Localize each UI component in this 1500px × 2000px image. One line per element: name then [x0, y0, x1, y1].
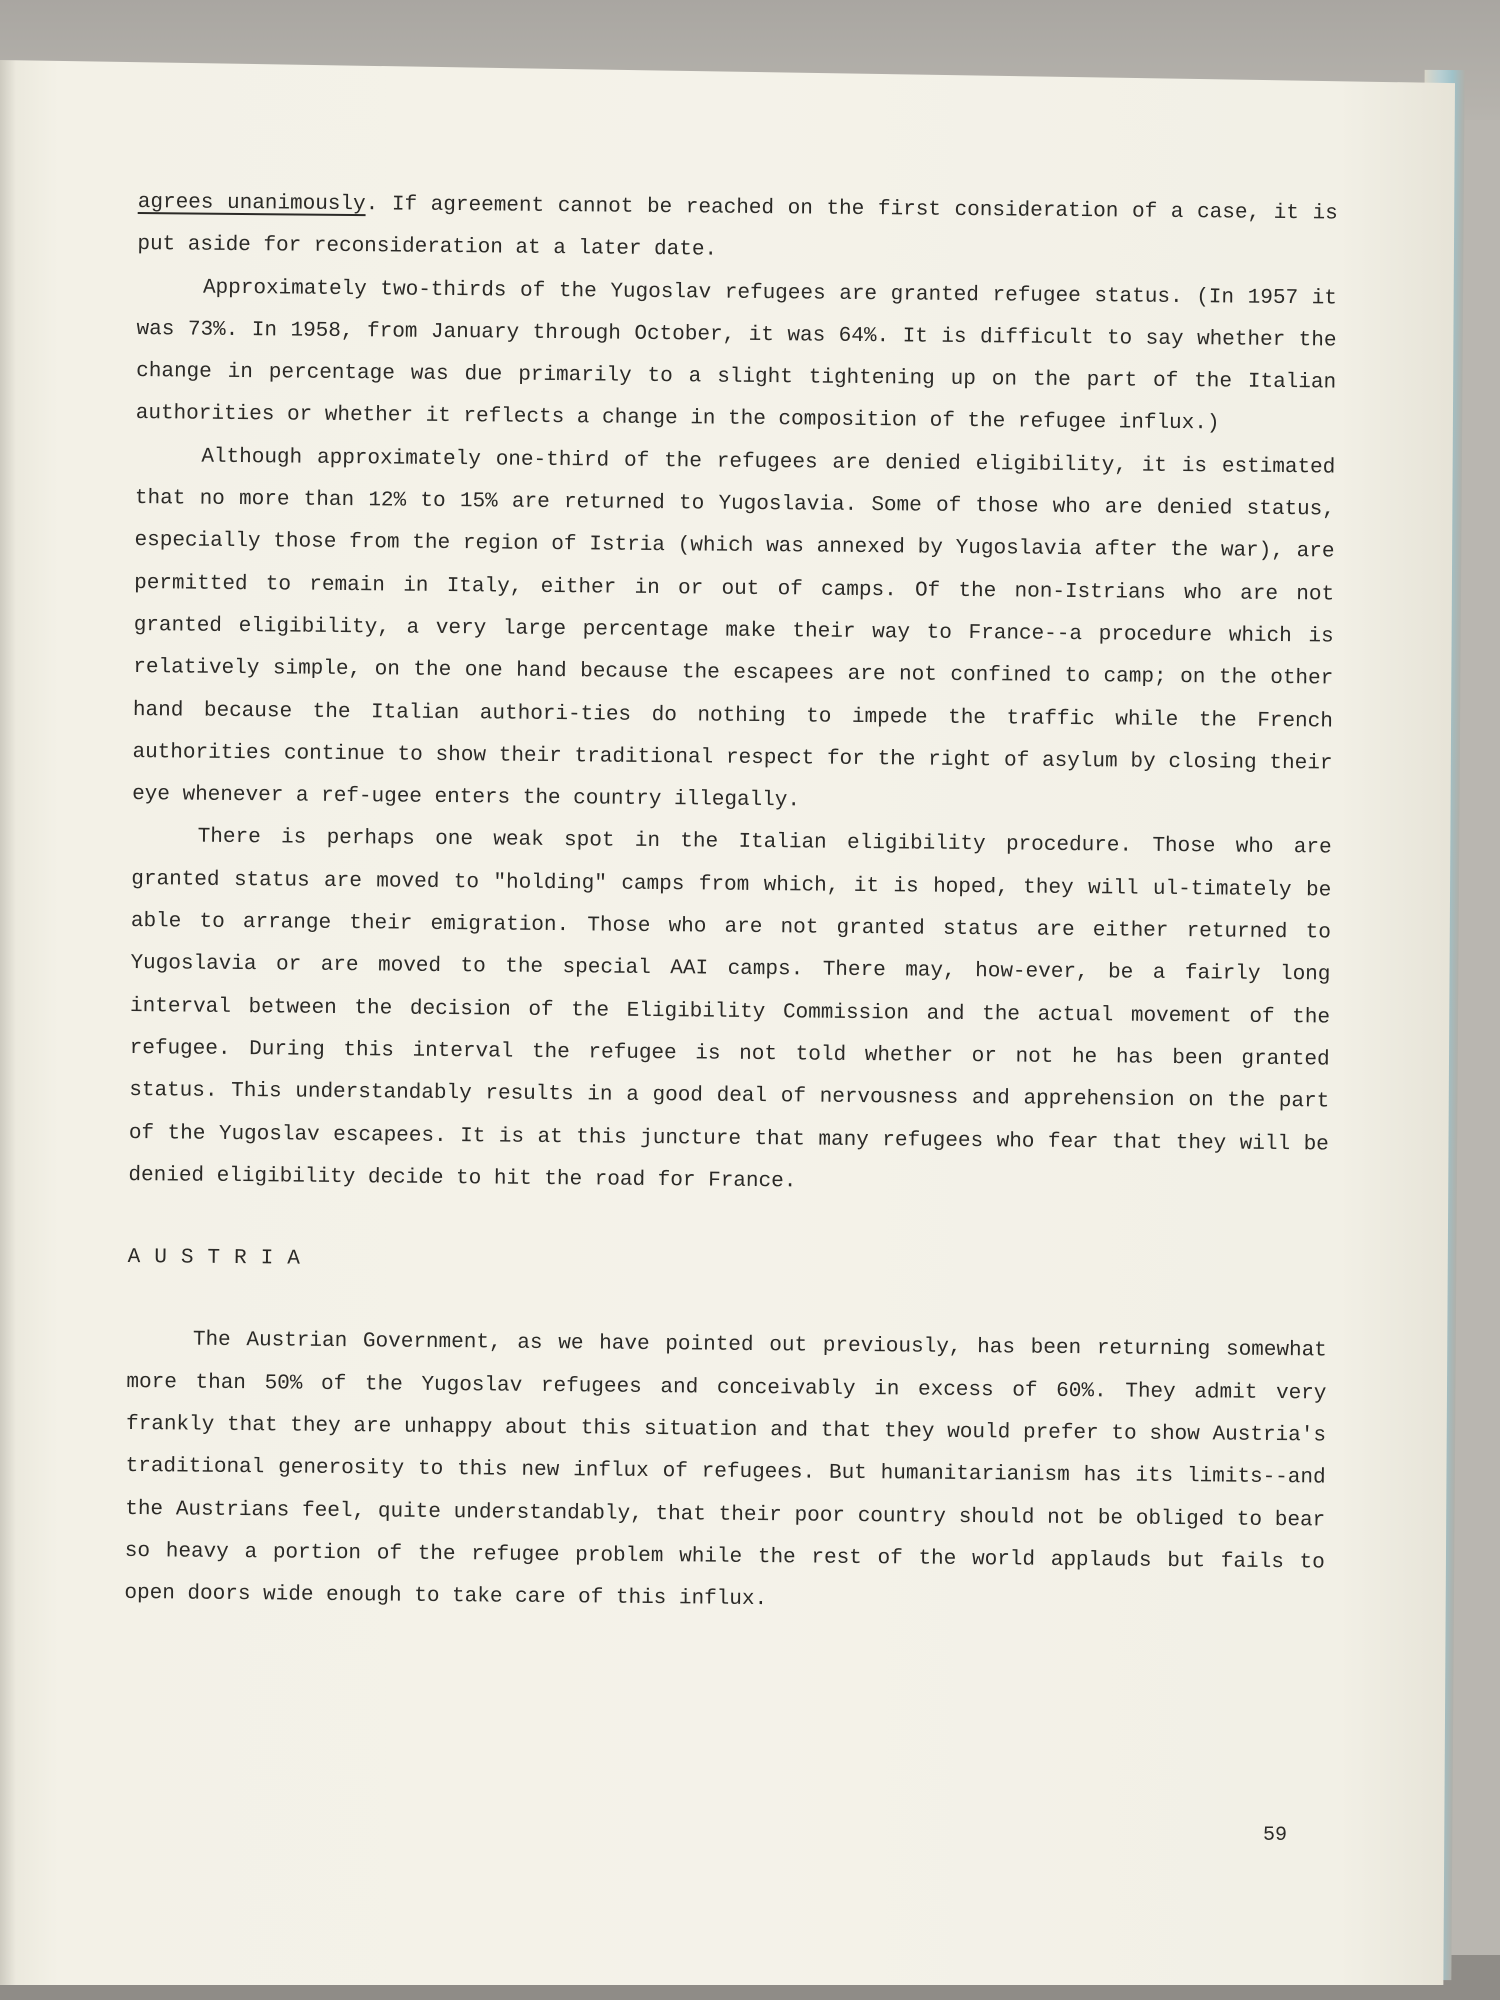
underlined-phrase: agrees unanimously — [137, 190, 366, 217]
page-text — [124, 182, 1338, 1627]
section-heading-austria: AUSTRIA — [127, 1246, 314, 1271]
paragraph-weak-spot: There is perhaps one weak spot in the Italian eligibility procedure. Those who are granted status are moved to "holding" camps from which, it is hoped, they will ul-timately be able to arrange their emigration. Those who are not granted status are either returned to Yugoslavia or are moved to the special AAI camps. There may, how-ever, be a fairly long interval between the decision of the Eligibility Commission and the actual movement of the refugee. During this interval the refugee is not told whether or not he has been granted status. This understandably results in a good deal of nervousness and apprehension on the part of the Yugoslav escapees. It is at this juncture that many refugees who fear that they will be denied eligibility decide to hit the road for France. — [128, 826, 1332, 1194]
paragraph-refugee-status: Approximately two-thirds of the Yugoslav refugees are granted refugee status. (In 1957 it was 73%. In 1958, from January through October, it was 64%. It is difficult to say whether the change in percentage was due primarily to a slight tightening up on the part of the Italian authorities or whether it reflects a change in the composition of the refugee influx.) — [135, 276, 1338, 436]
page-number: 59 — [1263, 1824, 1288, 1847]
paragraph-denied-eligibility: Although approximately one-third of the refugees are denied eligibility, it is estimated that no more than 12% to 15% are returned to Yugoslavia. Some of those who are denied status, especially those from the region of Istria (which was annexed by Yugoslavia after the war), are permitted to remain in Italy, either in or out of camps. Of the non-Istrians who are not granted eligibility, a very large percentage make their way to France--a procedure which is relatively simple, on the one hand because the escapees are not confined to camp; on the other hand because the Italian authori-ties do nothing to impede the traffic while the French authorities continue to show their traditional respect for the right of asylum by closing their eye whenever a ref-ugee enters the country illegally. — [132, 445, 1336, 813]
page-gutter-shadow — [0, 60, 16, 1985]
paragraph-austria: The Austrian Government, as we have pointed out previously, has been returning somewhat more than 50% of the Yugoslav refugees and conceivably in excess of 60%. They admit very frankly that they are unhappy about this situation and that they would prefer to show Austria's traditional generosity to this new influx of refugees. But humanitarianism has its limits--and the Austrians feel, quite understandably, that their poor country should not be obliged to bear so heavy a portion of the refugee problem while the rest of the world applauds but fails to open doors wide enough to take care of this influx. — [124, 1329, 1327, 1612]
paragraph-continuation — [137, 182, 1338, 278]
paragraph-continuation-text: . If agreement cannot be reached on the first consideration of a case, it is put aside for reconsideration at a later date. — [137, 193, 1338, 262]
